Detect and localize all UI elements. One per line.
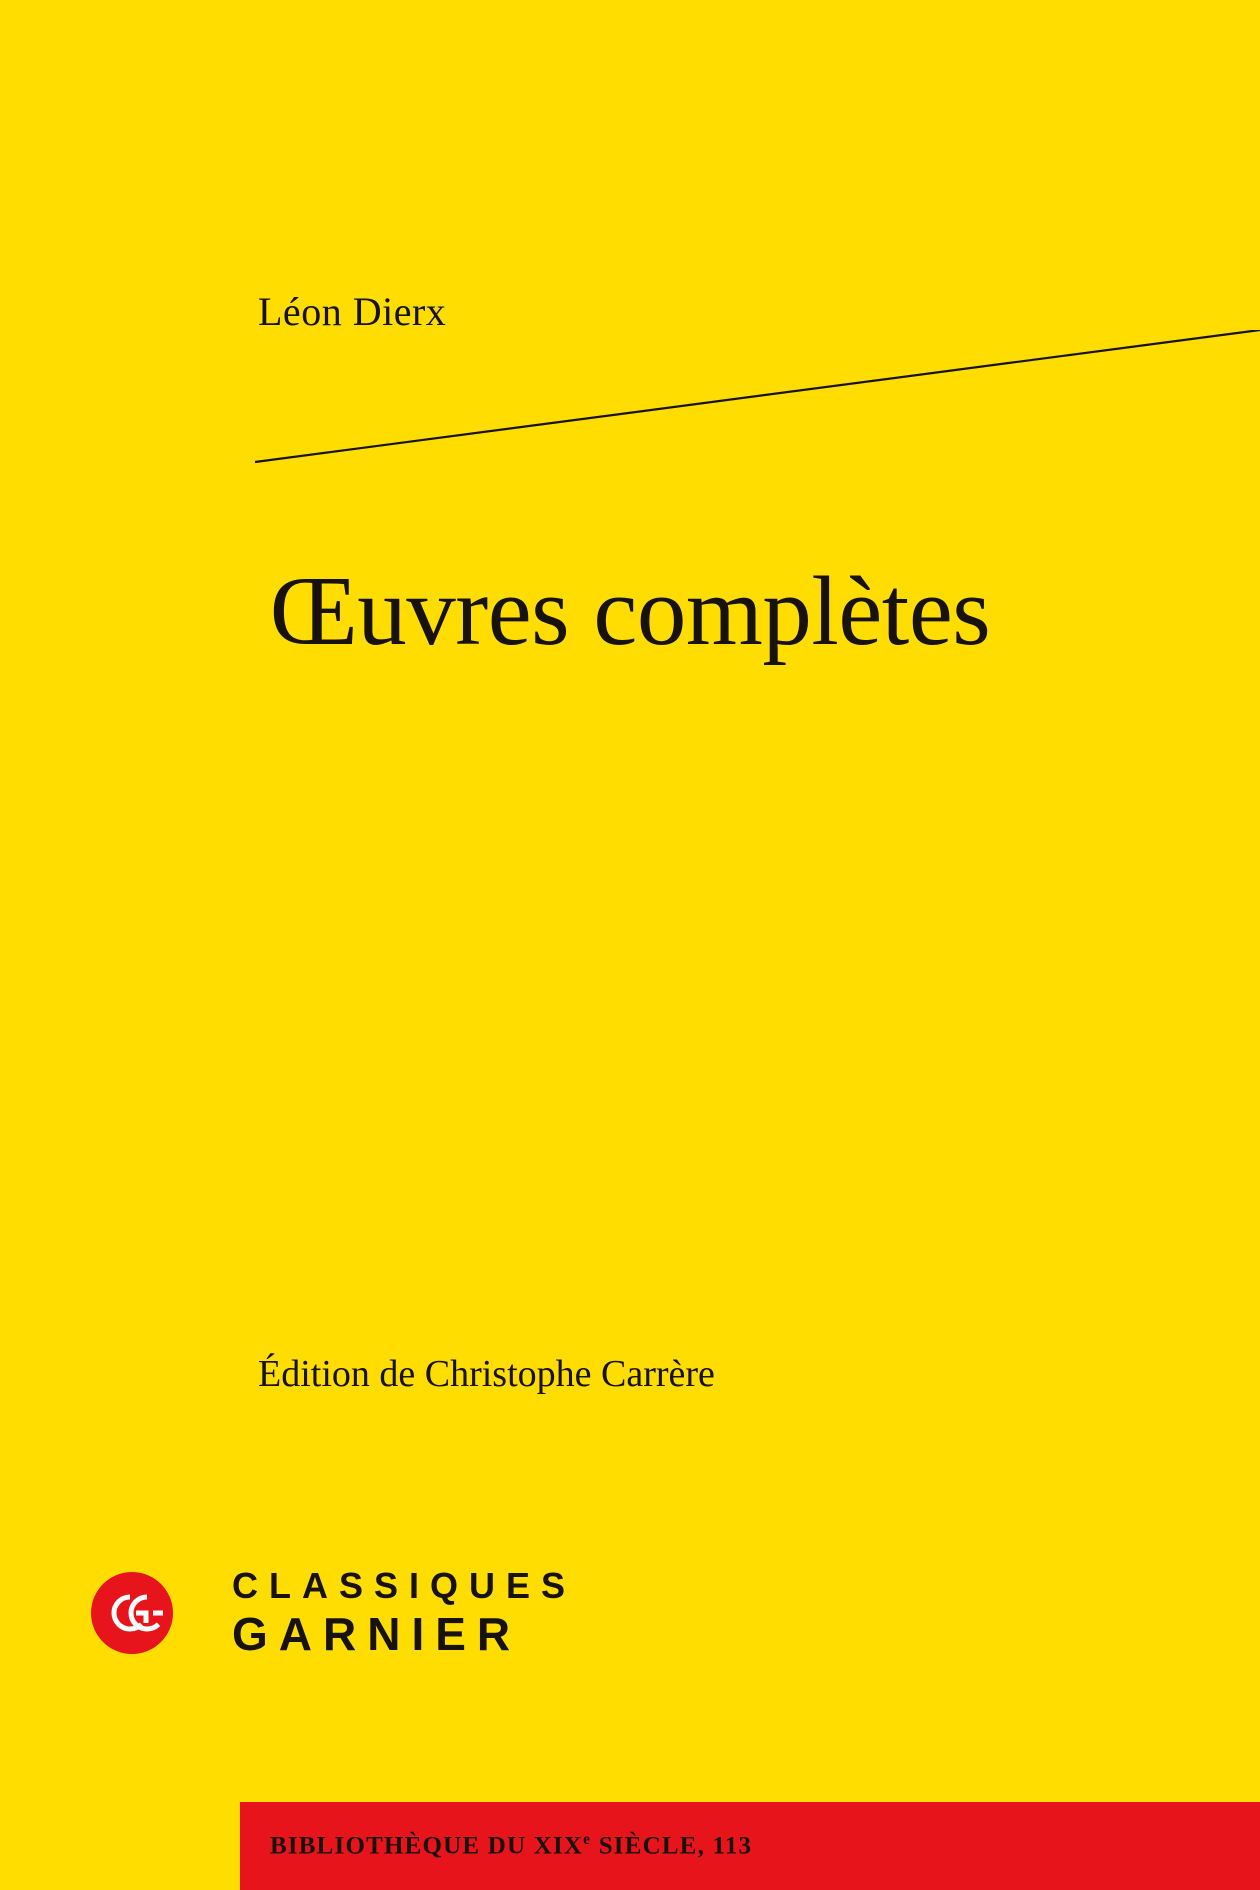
- series-label-suffix: SIÈCLE, 113: [591, 1832, 753, 1860]
- publisher-name-line1: CLASSIQUES: [232, 1565, 577, 1606]
- series-band: [240, 1802, 1260, 1890]
- diagonal-rule: [0, 330, 1260, 470]
- book-title: Œuvres complètes: [269, 557, 991, 666]
- series-label: [270, 1831, 752, 1860]
- publisher-block: [90, 1565, 576, 1662]
- author-name: Léon Dierx: [258, 289, 447, 334]
- editor-credit: Édition de Christophe Carrère: [258, 1353, 715, 1395]
- series-label-superscript: e: [583, 1831, 592, 1849]
- publisher-name-line2: GARNIER: [232, 1608, 522, 1661]
- series-label-prefix: BIBLIOTHÈQUE DU XIX: [270, 1832, 584, 1860]
- publisher-name: [232, 1565, 576, 1662]
- classiques-garnier-logo-icon: [90, 1571, 174, 1655]
